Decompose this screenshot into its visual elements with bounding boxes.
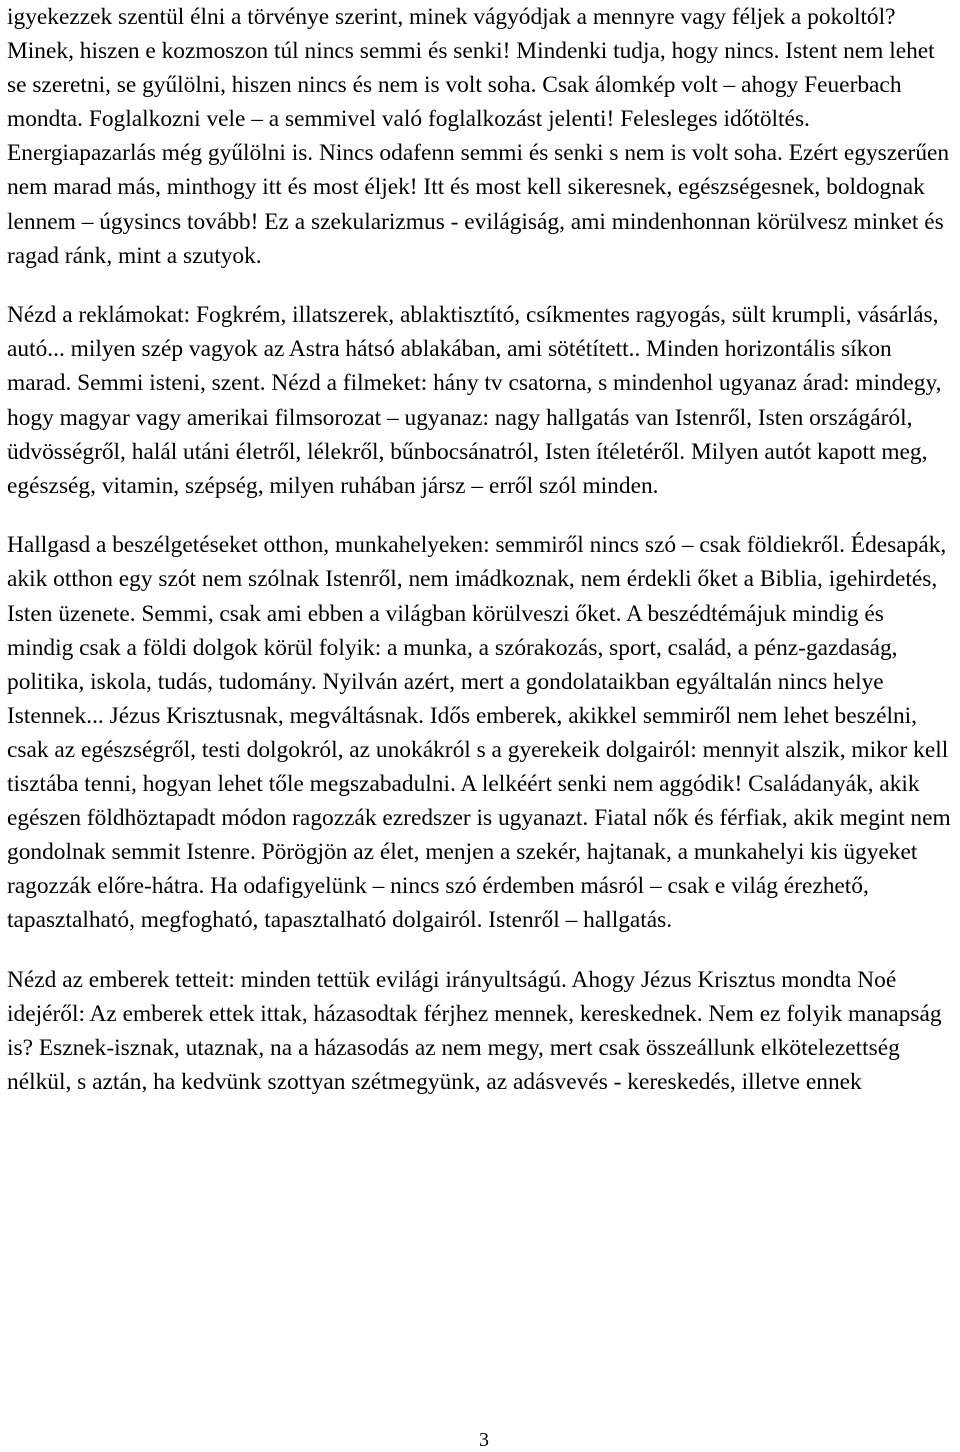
page-number: 3 [479, 1429, 489, 1451]
paragraph-3: Hallgasd a beszélgetéseket otthon, munkahelyeken: semmiről nincs szó – csak földiekről. Édesapák, akik otthon egy szót nem szólnak Istenről, nem imádkoznak, nem érdekli őket a Biblia, igehirdetés, Isten üzenete. Semmi, csak ami ebben a világban körülveszi őket. A beszédtémájuk mindig és mindig csak a földi dolgok körül folyik: a munka, a szórakozás, sport, család, a pénz-gazdaság, politika, iskola, tudás, tudomány. Nyilván azért, mert a gondolataikban egyáltalán nincs helye Istennek... Jézus Krisztusnak, megváltásnak. Idős emberek, akikkel semmiről nem lehet beszélni, csak az egészségről, testi dolgokról, az unokákról s a gyerekeik dolgairól: mennyit alszik, mikor kell tisztába tenni, hogyan lehet tőle megszabadulni. A lelkéért senki nem aggódik! Családanyák, akik egészen földhöztapadt módon ragozzák ezredszer is ugyanazt. Fiatal nők és férfiak, akik megint nem gondolnak semmit Istenre. Pörögjön az élet, menjen a szekér, hajtanak, a munkahelyi kis ügyeket ragozzák előre-hátra. Ha odafigyelünk – nincs szó érdemben másról – csak e világ érezhető, tapasztalható, megfogható, tapasztalható dolgairól. Istenről – hallgatás. [7, 532, 951, 934]
paragraph-gap [7, 503, 955, 529]
paragraph-1: igyekezzek szentül élni a törvénye szerint, minek vágyódjak a mennyre vagy féljek a pokoltól? Minek, hiszen e kozmoszon túl nincs semmi és senki! Mindenki tudja, hogy nincs. Istent nem lehet se szeretni, se gyűlölni, hiszen nincs és nem is volt soha. Csak álomkép volt – ahogy Feuerbach mondta. Foglalkozni vele – a semmivel való foglalkozást jelenti! Felesleges időtöltés. Energiapazarlás még gyűlölni is. Nincs odafenn semmi és senki s nem is volt soha. Ezért egyszerűen nem marad más, minthogy itt és most éljek! Itt és most kell sikeresnek, egészségesnek, boldognak lennem – úgysincs tovább! Ez a szekularizmus - evilágiság, ami mindenhonnan körülvesz minket és ragad ránk, mint a szutyok. [7, 4, 950, 269]
paragraph-2: Nézd a reklámokat: Fogkrém, illatszerek, ablaktisztító, csíkmentes ragyogás, sült krumpli, vásárlás, autó... milyen szép vagyok az Astra hátsó ablakában, ami sötétített.. Minden horizontális síkon marad. Semmi isteni, szent. Nézd a filmeket: hány tv csatorna, s mindenhol ugyanaz árad: mindegy, hogy magyar vagy amerikai filmsorozat – ugyanaz: nagy hallgatás van Istenről, Isten országáról, üdvösségről, halál utáni életről, lélekről, bűnbocsánatról, Isten ítéletéről. Milyen autót kapott meg, egészség, vitamin, szépség, milyen ruhában jársz – erről szól minden. [7, 302, 942, 499]
paragraph-gap [7, 937, 955, 963]
paragraph-gap [7, 273, 955, 299]
document-body [7, 0, 955, 1099]
paragraph-4: Nézd az emberek tetteit: minden tettük evilági irányultságú. Ahogy Jézus Krisztus mondta Noé idejéről: Az emberek ettek ittak, házasodtak férjhez mennek, kereskednek. Nem ez folyik manapság is? Esznek-isznak, utaznak, na a házasodás az nem megy, mert csak összeállunk elkötelezettség nélkül, s aztán, ha kedvünk szottyan szétmegyünk, az adásvevés - kereskedés, illetve ennek [7, 966, 942, 1096]
